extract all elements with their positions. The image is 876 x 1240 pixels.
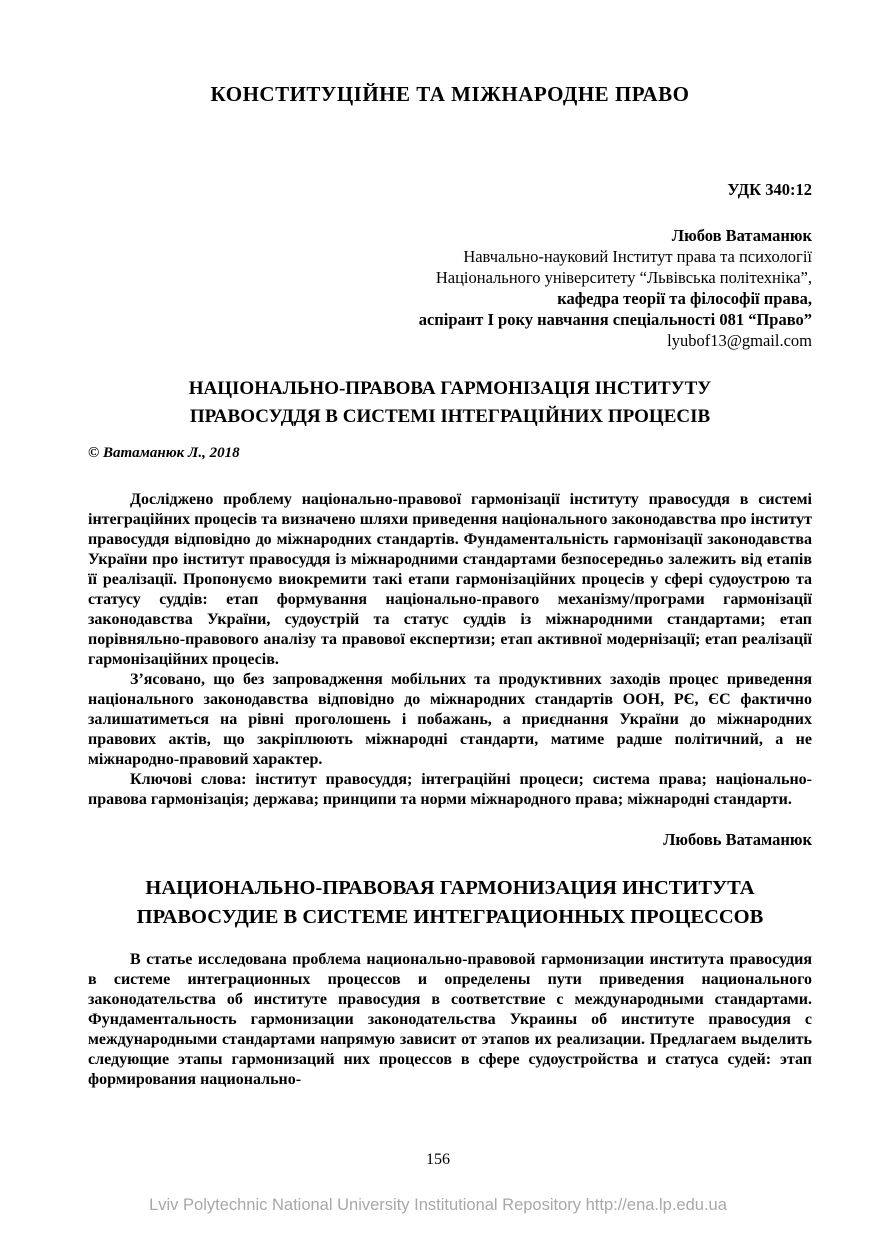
author-block: [88, 225, 812, 351]
page-number: 156: [426, 1151, 450, 1168]
abstract-uk-keywords: Ключові слова: інститут правосуддя; інтеграційні процеси; система права; національно-правова гармонізація; держава; принципи та норми міжнародного права; міжнародні стандарти.: [88, 771, 812, 808]
abstract-ru-paragraph-1: В статье исследована проблема национально-правовой гармонизации института правосудия в системе интеграционных процессов и определены пути приведения национального законодательства об институте правосудия в соответствие с международными стандартами. Фундаментальность гармонизации законодательства Украины об институте правосудия с международными стандартами напрямую зависит от этапов их реализации. Предлагаем выделить следующие этапы гармонизаций них процессов в сфере судоустройства и статуса судей: этап формирования национально-: [88, 951, 812, 1088]
abstract-uk-paragraph-2: З’ясовано, що без запровадження мобільних та продуктивних заходів процес приведення національного законодавства відповідно до міжнародних стандартів ООН, РЄ, ЄС фактично залишатиметься на рівні проголошень і побажань, а приєднання України до міжнародних правових актів, що закріплюють міжнародні стандарти, матиме радше політичний, а не міжнародно-правовий характер.: [88, 671, 812, 768]
udc-code: УДК 340:12: [727, 180, 812, 199]
article-title-uk: НАЦІОНАЛЬНО-ПРАВОВА ГАРМОНІЗАЦІЯ ІНСТИТУТУ ПРАВОСУДДЯ В СИСТЕМІ ІНТЕГРАЦІЙНИХ ПРОЦЕСІВ: [188, 378, 712, 427]
abstract-uk-paragraph-1: Досліджено проблему національно-правової гармонізації інституту правосуддя в системі інтеграційних процесів та визначено шляхи приведення національного законодавства про інститут правосуддя відповідно до міжнародних стандартів. Фундаментальність гармонізації законодавства України про інститут правосуддя із міжнародними стандартами безпосередньо залежить від етапів її реалізації. Пропонуємо виокремити такі етапи гармонізаційних процесів у сфері судоустрою та статусу суддів: етап формування національно-правого механізму/програми гармонізації законодавства України, судоустрій та статус суддів із міжнародними стандартами; етап порівняльно-правового аналізу та правової експертизи; етап активної модернізації; етап реалізації гармонізаційних процесів.: [88, 491, 812, 668]
article-title-ru: НАЦИОНАЛЬНО-ПРАВОВАЯ ГАРМОНИЗАЦИЯ ИНСТИТУТА ПРАВОСУДИЕ В СИСТЕМЕ ИНТЕГРАЦИОННЫХ ПРОЦЕССОВ: [136, 877, 764, 928]
abstract-uk: [88, 490, 812, 810]
page-content: [88, 0, 812, 1090]
author-name-ru: Любовь Ватаманюк: [663, 830, 812, 849]
position-line: аспірант І року навчання спеціальності 081 “Право”: [418, 310, 812, 329]
department-line: кафедра теорії та філософії права,: [557, 289, 812, 308]
section-header: КОНСТИТУЦІЙНЕ ТА МІЖНАРОДНЕ ПРАВО: [210, 82, 690, 106]
author-email: lyubof13@gmail.com: [667, 331, 812, 350]
affiliation-line-1: Навчально-науковий Інститут права та психології: [463, 247, 812, 266]
author-name: Любов Ватаманюк: [671, 226, 812, 245]
abstract-ru: [88, 950, 812, 1090]
copyright-notice: © Ватаманюк Л., 2018: [88, 445, 240, 461]
repository-footer: Lviv Polytechnic National University Institutional Repository http://ena.lp.edu.ua: [149, 1196, 727, 1214]
affiliation-line-2: Національного університету “Львівська політехніка”,: [435, 268, 812, 287]
